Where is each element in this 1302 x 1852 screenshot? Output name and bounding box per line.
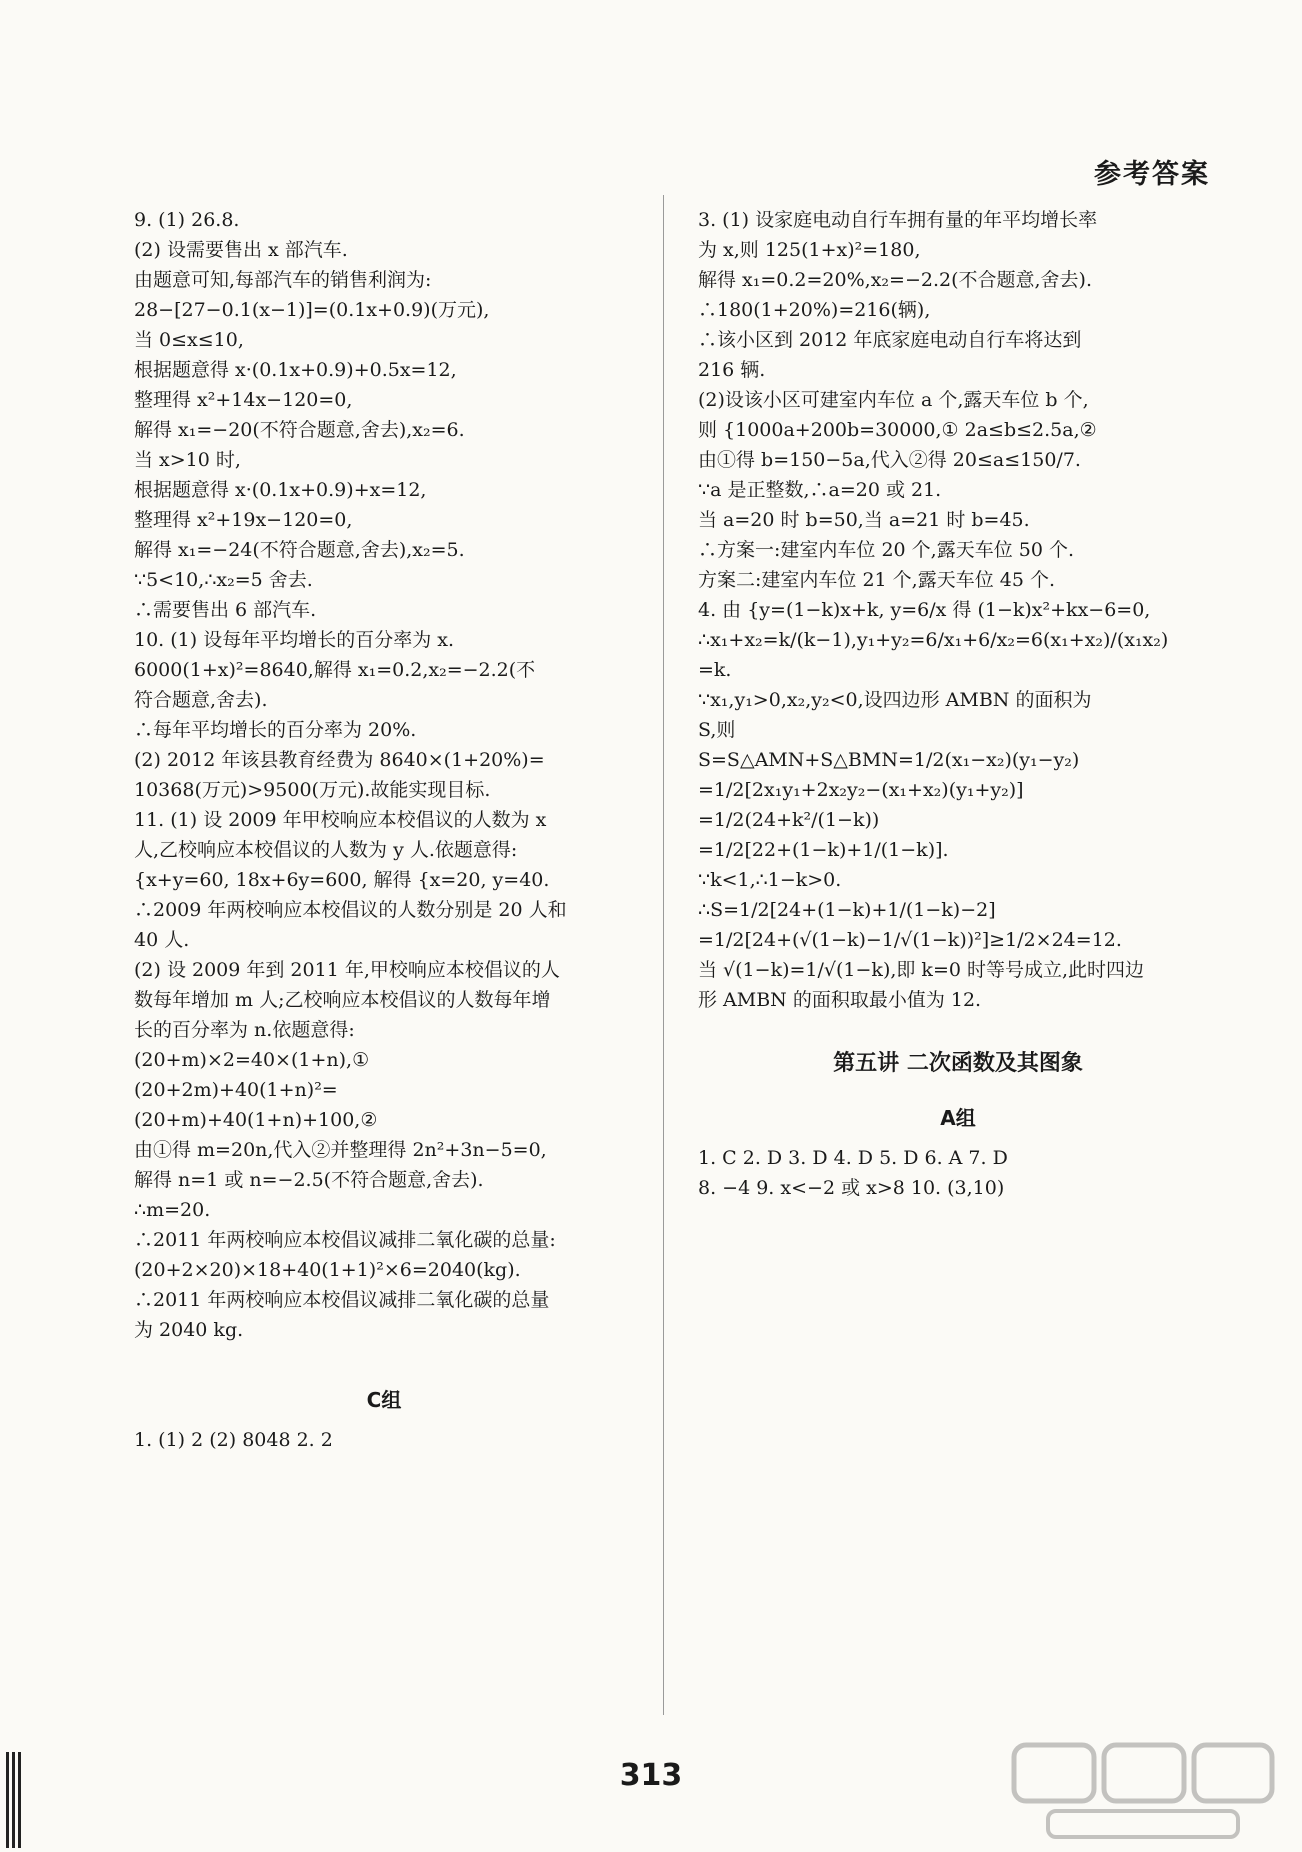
answer-line: 人,乙校响应本校倡议的人数为 y 人.依题意得: — [134, 839, 518, 861]
answer-line: ∵k<1,∴1−k>0. — [698, 869, 842, 891]
answer-line: (2) 设 2009 年到 2011 年,甲校响应本校倡议的人 — [134, 959, 560, 981]
answer-line: ∴2009 年两校响应本校倡议的人数分别是 20 人和 — [134, 899, 567, 921]
answer-line: (2) 2012 年该县教育经费为 8640×(1+20%)= — [134, 749, 545, 771]
answer-line: (20+2×20)×18+40(1+1)²×6=2040(kg). — [134, 1259, 521, 1281]
answer-line: S,则 — [698, 719, 736, 741]
answer-line: ∴x₁+x₂=k/(k−1),y₁+y₂=6/x₁+6/x₂=6(x₁+x₂)/(x₁x₂) — [698, 629, 1169, 651]
answer-line: (20+m)+40(1+n)+100,② — [134, 1109, 378, 1131]
column-divider — [663, 195, 664, 1715]
answer-line: 216 辆. — [698, 359, 766, 381]
c-group-title: C组 — [366, 1388, 402, 1412]
answer-line: 当 a=20 时 b=50,当 a=21 时 b=45. — [698, 509, 1030, 531]
answer-line: 当 √(1−k)=1/√(1−k),即 k=0 时等号成立,此时四边 — [698, 959, 1145, 981]
answer-line: =1/2(24+k²/(1−k)) — [698, 809, 880, 831]
page-header: 参考答案 — [1094, 159, 1210, 190]
answer-line: (2) 设需要售出 x 部汽车. — [134, 239, 348, 261]
margin-bars — [6, 1752, 24, 1852]
answer-line: 由①得 m=20n,代入②并整理得 2n²+3n−5=0, — [134, 1139, 547, 1161]
answer-line: 方案二:建室内车位 21 个,露天车位 45 个. — [698, 569, 1055, 591]
answer-line: 当 0≤x≤10, — [134, 329, 244, 351]
answer-line: ∵a 是正整数,∴a=20 或 21. — [698, 479, 942, 501]
answer-line: 40 人. — [134, 929, 190, 951]
answer-line: ∴每年平均增长的百分率为 20%. — [134, 719, 417, 741]
answer-line: 符合题意,舍去). — [134, 689, 268, 711]
answer-line: 11. (1) 设 2009 年甲校响应本校倡议的人数为 x — [134, 809, 547, 831]
section-title: 第五讲 二次函数及其图象 — [833, 1051, 1083, 1076]
answer-line: 根据题意得 x·(0.1x+0.9)+x=12, — [134, 479, 427, 501]
answer-line: =1/2[2x₁y₁+2x₂y₂−(x₁+x₂)(y₁+y₂)] — [698, 779, 1024, 801]
answer-line: 当 x>10 时, — [134, 449, 241, 471]
answer-line: 为 2040 kg. — [134, 1319, 244, 1341]
answer-line: =1/2[24+(√(1−k)−1/√(1−k))²]≥1/2×24=12. — [698, 929, 1122, 951]
answer-line: 解得 x₁=−20(不符合题意,舍去),x₂=6. — [134, 419, 465, 441]
left-column — [134, 205, 634, 1455]
answer-line: ∴需要售出 6 部汽车. — [134, 599, 317, 621]
answer-line: 长的百分率为 n.依题意得: — [134, 1019, 355, 1041]
answer-line: ∴2011 年两校响应本校倡议减排二氧化碳的总量 — [134, 1289, 550, 1311]
answer-line: 解得 x₁=−24(不符合题意,舍去),x₂=5. — [134, 539, 465, 561]
answer-line: 由题意可知,每部汽车的销售利润为: — [134, 269, 432, 291]
c-group-answers: 1. (1) 2 (2) 8048 2. 2 — [134, 1429, 333, 1451]
answer-line: 解得 x₁=0.2=20%,x₂=−2.2(不合题意,舍去). — [698, 269, 1092, 291]
answer-line: ∵5<10,∴x₂=5 舍去. — [134, 569, 313, 591]
answer-line: ∴m=20. — [134, 1199, 211, 1221]
answer-line: 整理得 x²+14x−120=0, — [134, 389, 353, 411]
answer-line: 整理得 x²+19x−120=0, — [134, 509, 353, 531]
answer-line: 28−[27−0.1(x−1)]=(0.1x+0.9)(万元), — [134, 299, 490, 321]
answer-line: 根据题意得 x·(0.1x+0.9)+0.5x=12, — [134, 359, 457, 381]
answer-line: ∴该小区到 2012 年底家庭电动自行车将达到 — [698, 329, 1082, 351]
right-answer-lines — [698, 205, 1218, 1015]
answer-line: 6000(1+x)²=8640,解得 x₁=0.2,x₂=−2.2(不 — [134, 659, 536, 681]
answer-line: ∴2011 年两校响应本校倡议减排二氧化碳的总量: — [134, 1229, 556, 1251]
answer-line: =1/2[22+(1−k)+1/(1−k)]. — [698, 839, 949, 861]
answer-line: 则 {1000a+200b=30000,① 2a≤b≤2.5a,② — [698, 419, 1097, 441]
answer-line: (20+m)×2=40×(1+n),① — [134, 1049, 370, 1071]
right-column — [698, 205, 1218, 1203]
answer-line: (20+2m)+40(1+n)²= — [134, 1079, 338, 1101]
answer-line: ∵x₁,y₁>0,x₂,y₂<0,设四边形 AMBN 的面积为 — [698, 689, 1092, 711]
answer-line: 1. C 2. D 3. D 4. D 5. D 6. A 7. D — [698, 1147, 1008, 1169]
answer-line: ∴S=1/2[24+(1−k)+1/(1−k)−2] — [698, 899, 996, 921]
answer-line: ∴180(1+20%)=216(辆), — [698, 299, 931, 321]
answer-line: {x+y=60, 18x+6y=600, 解得 {x=20, y=40. — [134, 869, 550, 891]
answer-line: 形 AMBN 的面积取最小值为 12. — [698, 989, 982, 1011]
answer-line: =k. — [698, 659, 732, 681]
a-group-answers — [698, 1143, 1218, 1203]
answer-line: 解得 n=1 或 n=−2.5(不符合题意,舍去). — [134, 1169, 484, 1191]
a-group-title: A组 — [940, 1106, 976, 1130]
answer-line: 数每年增加 m 人;乙校响应本校倡议的人数每年增 — [134, 989, 551, 1011]
answer-line: 10368(万元)>9500(万元).故能实现目标. — [134, 779, 491, 801]
watermark-logo — [1008, 1735, 1278, 1843]
answer-line: 3. (1) 设家庭电动自行车拥有量的年平均增长率 — [698, 209, 1098, 231]
answer-line: S=S△AMN+S△BMN=1/2(x₁−x₂)(y₁−y₂) — [698, 749, 1080, 771]
answer-line: 4. 由 {y=(1−k)x+k, y=6/x 得 (1−k)x²+kx−6=0, — [698, 599, 1151, 621]
answer-line: ∴方案一:建室内车位 20 个,露天车位 50 个. — [698, 539, 1074, 561]
answer-line: 由①得 b=150−5a,代入②得 20≤a≤150/7. — [698, 449, 1081, 471]
page-number: 313 — [619, 1758, 683, 1793]
answer-line: 9. (1) 26.8. — [134, 209, 240, 231]
answer-line: 为 x,则 125(1+x)²=180, — [698, 239, 921, 261]
answer-line: 10. (1) 设每年平均增长的百分率为 x. — [134, 629, 455, 651]
answer-line: (2)设该小区可建室内车位 a 个,露天车位 b 个, — [698, 389, 1089, 411]
left-answer-lines — [134, 205, 634, 1345]
answer-line: 8. −4 9. x<−2 或 x>8 10. (3,10) — [698, 1177, 1005, 1199]
